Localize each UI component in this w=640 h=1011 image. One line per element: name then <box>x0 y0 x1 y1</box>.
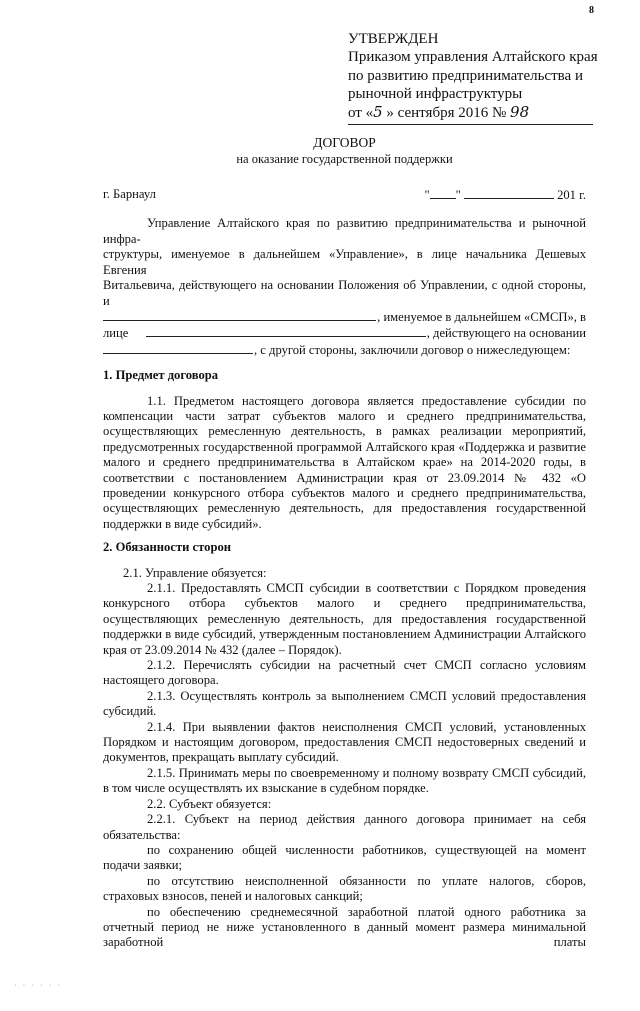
paragraph: 2.1.3. Осуществлять контроль за выполнением СМСП условий предоставления субсидий. <box>103 688 586 719</box>
handwritten-number: 98 <box>510 103 530 122</box>
page-number: 8 <box>589 5 594 16</box>
paragraph: по сохранению общей численности работников, существующей на момент подачи заявки; <box>103 842 586 873</box>
paragraph: 2.1.2. Перечислять субсидии на расчетный счет СМСП согласно условиям настоящего договора. <box>103 658 586 688</box>
paragraph: по обеспечению среднемесячной заработной платой одного работника за отчетный период не ниже установленного в данный момент размера минимальной заработной платы <box>103 904 586 950</box>
blank-field <box>146 325 425 337</box>
approval-line: Приказом управления Алтайского края <box>348 49 598 66</box>
preamble: Управление Алтайского края по развитию предпринимательства и рыночной инфра- структуры, именуемое в дальнейшем «Управление», в лице начальника Дешевых Евгения Витальевича, действующего на основании Положения об Управлении, с одной стороны, и , именуемое в дальнейшем «СМСП», в лице , действующего на основании , с другой стороны, заключили договор о нижеследующем: <box>103 216 586 357</box>
handwritten-day: 5 <box>373 103 383 122</box>
blank-field <box>103 309 376 321</box>
approval-line: по развитию предпринимательства и <box>348 67 583 84</box>
approval-stamp <box>348 30 598 125</box>
paragraph: 2.1.4. При выявлении фактов неисполнения СМСП условий, установленных Порядком и настоящим договором, предоставления СМСП недостоверных сведений и документов, прекращать выплату субсидий. <box>103 719 586 765</box>
document-title: ДОГОВОР <box>313 135 376 151</box>
document-body <box>103 216 586 950</box>
blank-field <box>103 342 253 354</box>
paragraph: 2.1.5. Принимать меры по своевременному и полному возврату СМСП субсидий, в том числе осуществлять их взыскание в судебном порядке. <box>103 765 586 796</box>
date-blank: " " 201 г. <box>424 188 586 203</box>
paragraph: 1.1. Предметом настоящего договора является предоставление субсидии по компенсации части затрат субъектов малого и среднего предпринимательства, осуществляющих ремесленную деятельность, в рамках реализации мероприятий, предусмотренных государственной программой Алтайского края «Поддержка и развитие малого и среднего предпринимательства в Алтайском крае» на 2014-2020 годы, в соответствии с постановлением Администрации края от 23.09.2014 № 432 «О проведении конкурсного отбора субъектов малого и среднего предпринимательства, осуществляющих ремесленную деятельность, для предоставления государственной поддержки в виде субсидий». <box>103 393 586 531</box>
approval-heading: УТВЕРЖДЕН <box>348 31 439 47</box>
section-heading: 1. Предмет договора <box>103 368 219 383</box>
city: г. Барнаул <box>103 187 156 202</box>
document-subtitle: на оказание государственной поддержки <box>236 152 453 167</box>
paragraph: 2.2.1. Субъект на период действия данного договора принимает на себя обязательства: <box>103 812 586 842</box>
paragraph: 2.1.1. Предоставлять СМСП субсидии в соответствии с Порядком проведения конкурсного отбора субъектов малого и среднего предпринимательства, осуществляющих ремесленную деятельность, для предоставления государственной поддержки в виде субсидий, утвержденным постановлением Администрации Алтайского края от 23.09.2014 № 432 (далее – Порядок). <box>103 581 586 657</box>
place-date-line <box>103 187 586 203</box>
section-heading: 2. Обязанности сторон <box>103 540 231 555</box>
paragraph: по отсутствию неисполненной обязанности по уплате налогов, сборов, страховых взносов, пеней и налоговых санкций; <box>103 873 586 904</box>
approval-date: от «5 » сентября 2016 № 98 <box>348 103 593 125</box>
paragraph: 2.2. Субъект обязуется: <box>147 796 272 811</box>
paragraph: 2.1. Управление обязуется: <box>123 565 267 580</box>
scan-artifact: · · · · · · <box>14 980 62 990</box>
approval-line: рыночной инфраструктуры <box>348 85 523 102</box>
